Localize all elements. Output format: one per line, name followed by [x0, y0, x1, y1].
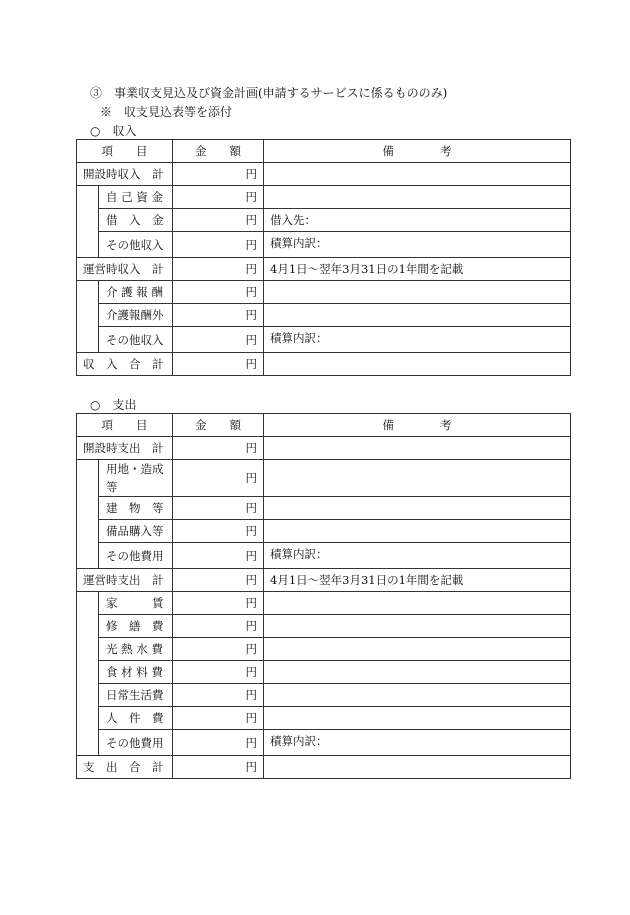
table-row — [77, 592, 571, 615]
amount-cell[interactable]: 円 — [173, 684, 264, 707]
remarks-cell[interactable]: 積算内訳： — [264, 543, 571, 569]
amount-cell[interactable]: 円 — [173, 281, 264, 304]
amount-cell[interactable]: 円 — [173, 497, 264, 520]
row-label-loan: 借 入 金 — [99, 209, 173, 232]
row-label-land: 用地・造成等 — [99, 460, 173, 497]
table-row — [77, 520, 571, 543]
table-row — [77, 437, 571, 460]
row-label-income-grand-total: 収 入 合 計 — [77, 353, 173, 376]
row-label-building: 建 物 等 — [99, 497, 173, 520]
remarks-cell[interactable] — [264, 497, 571, 520]
header-item: 項 目 — [77, 414, 173, 437]
expense-section-label: ○ 支出 — [90, 398, 137, 412]
amount-cell[interactable]: 円 — [173, 163, 264, 186]
table-row — [77, 353, 571, 376]
remarks-cell[interactable]: 積算内訳： — [264, 327, 571, 353]
amount-cell[interactable]: 円 — [173, 615, 264, 638]
remarks-cell[interactable] — [264, 520, 571, 543]
row-label-non-care-fee: 介護報酬外 — [99, 304, 173, 327]
row-label-other-expense: その他費用 — [99, 730, 173, 756]
row-label-repair: 修 繕 費 — [99, 615, 173, 638]
row-label-other-expense: その他費用 — [99, 543, 173, 569]
remarks-cell[interactable]: 借入先： — [264, 209, 571, 232]
amount-cell[interactable]: 円 — [173, 730, 264, 756]
table-row — [77, 209, 571, 232]
amount-cell[interactable]: 円 — [173, 543, 264, 569]
table-row — [77, 232, 571, 258]
amount-cell[interactable]: 円 — [173, 186, 264, 209]
amount-cell[interactable]: 円 — [173, 232, 264, 258]
row-label-operating-expense-total: 運営時支出 計 — [77, 569, 173, 592]
expense-table — [76, 413, 571, 779]
amount-cell[interactable]: 円 — [173, 209, 264, 232]
amount-cell[interactable]: 円 — [173, 707, 264, 730]
amount-cell[interactable]: 円 — [173, 520, 264, 543]
amount-cell[interactable]: 円 — [173, 569, 264, 592]
row-label-operating-income-total: 運営時収入 計 — [77, 258, 173, 281]
remarks-cell[interactable] — [264, 684, 571, 707]
remarks-cell[interactable] — [264, 281, 571, 304]
remarks-cell[interactable] — [264, 353, 571, 376]
amount-cell[interactable]: 円 — [173, 592, 264, 615]
section-title: ③ 事業収支見込及び資金計画(申請するサービスに係るもののみ) — [90, 86, 448, 100]
table-row — [77, 543, 571, 569]
row-label-open-expense-total: 開設時支出 計 — [77, 437, 173, 460]
remarks-cell[interactable] — [264, 304, 571, 327]
remarks-cell[interactable] — [264, 661, 571, 684]
amount-cell[interactable]: 円 — [173, 638, 264, 661]
row-label-care-fee: 介 護 報 酬 — [99, 281, 173, 304]
remarks-cell[interactable] — [264, 163, 571, 186]
remarks-cell[interactable] — [264, 638, 571, 661]
table-row — [77, 281, 571, 304]
header-remarks: 備 考 — [264, 414, 571, 437]
remarks-cell[interactable] — [264, 615, 571, 638]
table-row — [77, 186, 571, 209]
table-row — [77, 684, 571, 707]
row-label-equipment: 備品購入等 — [99, 520, 173, 543]
row-label-own-funds: 自 己 資 金 — [99, 186, 173, 209]
amount-cell[interactable]: 円 — [173, 756, 264, 779]
table-row — [77, 569, 571, 592]
amount-cell[interactable]: 円 — [173, 353, 264, 376]
amount-cell[interactable]: 円 — [173, 661, 264, 684]
remarks-cell[interactable]: 積算内訳： — [264, 730, 571, 756]
row-label-personnel: 人 件 費 — [99, 707, 173, 730]
amount-cell[interactable]: 円 — [173, 304, 264, 327]
row-label-rent: 家 賃 — [99, 592, 173, 615]
table-row — [77, 661, 571, 684]
row-label-other-income: その他収入 — [99, 327, 173, 353]
remarks-cell[interactable]: 4月1日～翌年3月31日の1年間を記載 — [264, 258, 571, 281]
table-row — [77, 638, 571, 661]
remarks-cell[interactable] — [264, 186, 571, 209]
table-row — [77, 707, 571, 730]
table-row — [77, 615, 571, 638]
header-amount: 金 額 — [173, 140, 264, 163]
table-row — [77, 304, 571, 327]
table-row — [77, 756, 571, 779]
table-row — [77, 163, 571, 186]
remarks-cell[interactable] — [264, 756, 571, 779]
row-label-utilities: 光 熱 水 費 — [99, 638, 173, 661]
table-row — [77, 460, 571, 497]
row-label-expense-grand-total: 支 出 合 計 — [77, 756, 173, 779]
remarks-cell[interactable] — [264, 460, 571, 497]
row-label-daily-living: 日常生活費 — [99, 684, 173, 707]
amount-cell[interactable]: 円 — [173, 327, 264, 353]
amount-cell[interactable]: 円 — [173, 437, 264, 460]
table-row — [77, 327, 571, 353]
attachment-note: ※ 収支見込表等を添付 — [100, 105, 233, 119]
amount-cell[interactable]: 円 — [173, 258, 264, 281]
remarks-cell[interactable] — [264, 592, 571, 615]
row-label-food: 食 材 料 費 — [99, 661, 173, 684]
remarks-cell[interactable]: 積算内訳： — [264, 232, 571, 258]
income-section-label: ○ 収入 — [90, 124, 137, 138]
income-header-row — [77, 140, 571, 163]
header-amount: 金 額 — [173, 414, 264, 437]
table-row — [77, 497, 571, 520]
amount-cell[interactable]: 円 — [173, 460, 264, 497]
row-label-open-income-total: 開設時収入 計 — [77, 163, 173, 186]
header-remarks: 備 考 — [264, 140, 571, 163]
row-label-other-income: その他収入 — [99, 232, 173, 258]
table-row — [77, 258, 571, 281]
remarks-cell[interactable] — [264, 437, 571, 460]
expense-header-row — [77, 414, 571, 437]
remarks-cell[interactable] — [264, 707, 571, 730]
income-table — [76, 139, 571, 376]
remarks-cell[interactable]: 4月1日～翌年3月31日の1年間を記載 — [264, 569, 571, 592]
table-row — [77, 730, 571, 756]
header-item: 項 目 — [77, 140, 173, 163]
